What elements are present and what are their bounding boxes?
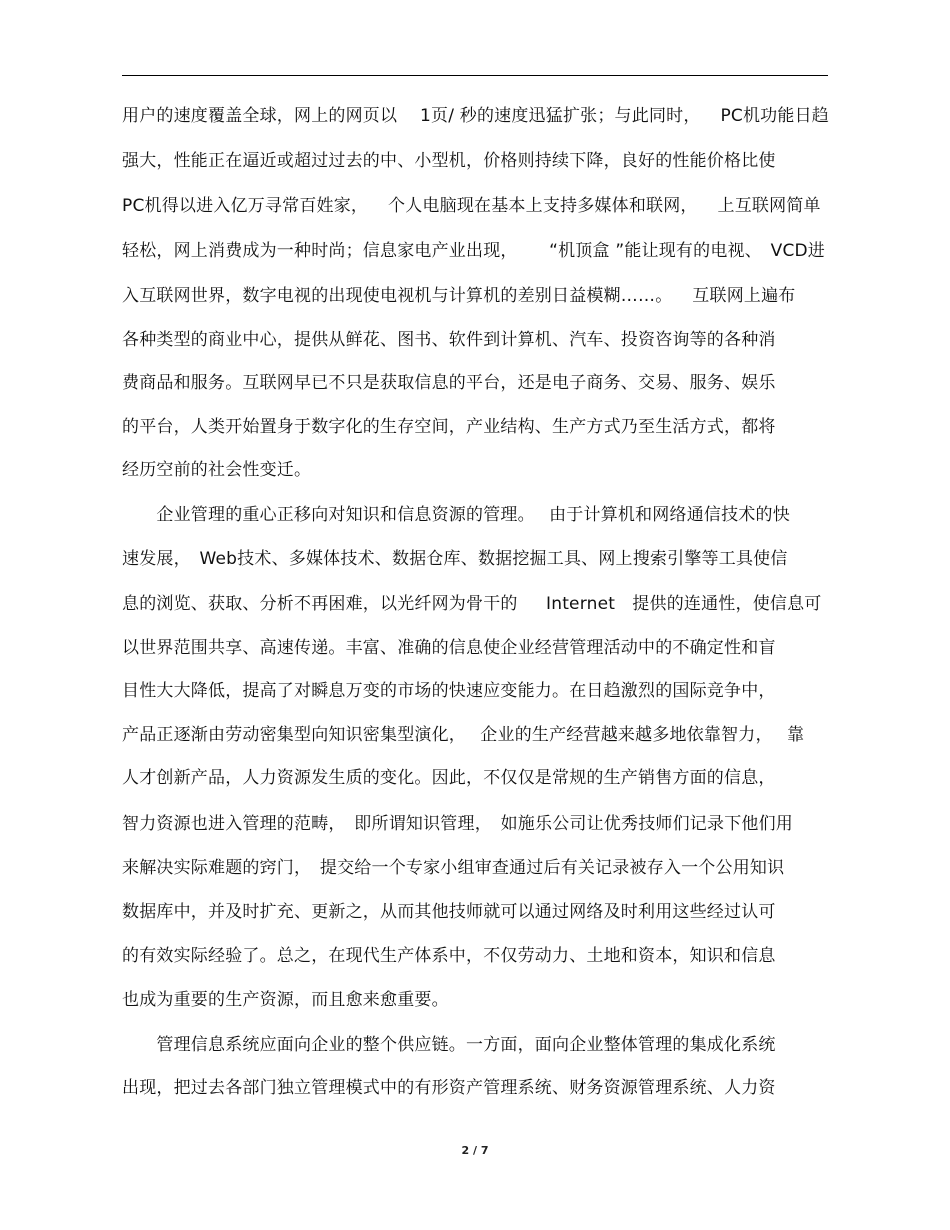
text-line: 用户的速度覆盖全球，网上的网页以 1页/ 秒的速度迅猛扩张；与此同时， PC机功能日趋	[122, 106, 829, 126]
text-line: 来解决实际难题的窍门， 提交给一个专家小组审查通过后有关记录被存入一个公用知识	[122, 858, 785, 878]
text-line: 数据库中，并及时扩充、更新之，从而其他技师就可以通过网络及时利用这些经过认可	[122, 902, 776, 922]
text-line: 费商品和服务。互联网早已不只是获取信息的平台，还是电子商务、交易、服务、娱乐	[122, 373, 776, 393]
text-line: 入互联网世界，数字电视的出现使电视机与计算机的差别日益模糊……。 互联网上遍布	[122, 286, 796, 306]
text-line: 轻松，网上消费成为一种时尚；信息家电产业出现， “机顶盒 ”能让现有的电视、 VCD进	[122, 241, 826, 261]
text-line: 智力资源也进入管理的范畴， 即所谓知识管理， 如施乐公司让优秀技师们记录下他们用	[122, 814, 793, 834]
text-line: 强大，性能正在逼近或超过过去的中、小型机，价格则持续下降，良好的性能价格比使	[122, 151, 776, 171]
page-number: 2 / 7	[461, 1144, 489, 1157]
text-line: 人才创新产品，人力资源发生质的变化。因此，不仅仅是常规的生产销售方面的信息，	[122, 768, 776, 788]
text-line: 产品正逐渐由劳动密集型向知识密集型演化， 企业的生产经营越来越多地依靠智力， 靠	[122, 725, 805, 745]
text-line: 各种类型的商业中心，提供从鲜花、图书、软件到计算机、汽车、投资咨询等的各种消	[122, 330, 776, 350]
text-line: 企业管理的重心正移向对知识和信息资源的管理。 由于计算机和网络通信技术的快	[122, 505, 790, 525]
text-line: 以世界范围共享、高速传递。丰富、准确的信息使企业经营管理活动中的不确定性和盲	[122, 638, 776, 658]
text-line: 管理信息系统应面向企业的整个供应链。一方面，面向企业整体管理的集成化系统	[122, 1035, 776, 1055]
header-rule	[122, 75, 828, 76]
text-line: 的平台，人类开始置身于数字化的生存空间，产业结构、生产方式乃至生活方式，都将	[122, 417, 776, 437]
text-line: 目性大大降低，提高了对瞬息万变的市场的快速应变能力。在日趋激烈的国际竞争中，	[122, 681, 776, 701]
text-line: 也成为重要的生产资源，而且愈来愈重要。	[122, 990, 449, 1010]
text-line: 速发展， Web技术、多媒体技术、数据仓库、数据挖掘工具、网上搜索引擎等工具使信	[122, 549, 788, 569]
text-line: 息的浏览、获取、分析不再困难，以光纤网为骨干的 Internet 提供的连通性，使信息可	[122, 594, 822, 614]
text-line: 出现，把过去各部门独立管理模式中的有形资产管理系统、财务资源管理系统、人力资	[122, 1078, 776, 1098]
text-line: PC机得以进入亿万寻常百姓家， 个人电脑现在基本上支持多媒体和联网， 上互联网简单	[122, 196, 821, 216]
text-line: 经历空前的社会性变迁。	[122, 460, 312, 480]
text-line: 的有效实际经验了。总之，在现代生产体系中，不仅劳动力、土地和资本，知识和信息	[122, 946, 776, 966]
